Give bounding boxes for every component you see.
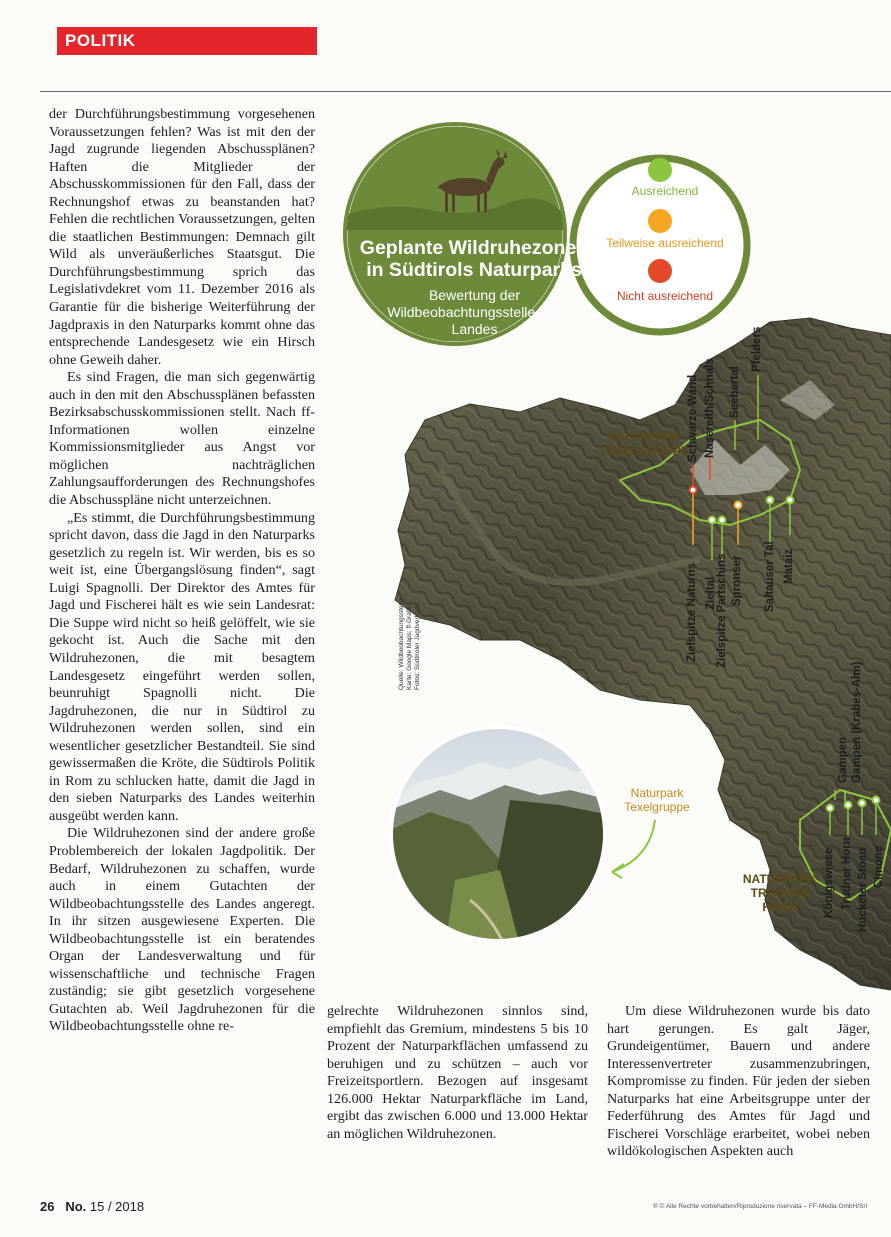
infographic-title: Geplante Wildruhezonen in Südtirols Naturparks (359, 237, 589, 281)
zone-label-zielspitze-partschins: Zielspitze Partschins (716, 553, 728, 668)
zone-label-gampen: Gampen (837, 736, 849, 783)
zone-label-spronser: Spronser (731, 555, 743, 606)
zone-label-gampen-krabes: Gampen (Krabes-Alm) (851, 661, 863, 783)
legend-label-red: Nicht ausreichend (616, 289, 714, 303)
copyright-note: ® © Alle Rechte vorbehalten/Riproduzione riservata – FF-Media GmbH/Srl (652, 1203, 867, 1210)
zone-label-hucketer-stoan: Hucketer Stoan (857, 847, 869, 932)
article-column-3 (607, 1003, 870, 1161)
legend-label-orange: Teilweise ausreichend (606, 236, 724, 250)
photo-caption: Naturpark Texelgruppe (624, 786, 690, 814)
zone-label-nasereith: Nasereith/Schnals (704, 358, 716, 458)
article-column-1 (49, 106, 315, 1036)
article-column-2 (327, 1003, 588, 1143)
zone-label-pfelders: Pfelders (751, 326, 763, 372)
zone-label-trudner-horn: Trudner Horn (841, 837, 853, 910)
zone-label-seebertal: Seebertal (729, 366, 741, 418)
issue-label: No. (65, 1199, 87, 1214)
zone-label-saltauser-tal: Saltauser Tal (764, 541, 776, 612)
legend-dot-green (648, 158, 672, 182)
paragraph: Um diese Wildruhezonen wurde bis dato hart gerungen. Es galt Jäger, Grundeigentümer, Bauern und andere Interessenvertreter zusammenzubringen, Kompromisse zu finden. Für jeden der sieben Naturparks hat eine Arbeitsgruppe unter der Federführung des Amtes für Jagd und Fischerei Vorschläge erarbeitet, wobei neben wildökologischen Aspekten auch (607, 1003, 870, 1160)
zone-label-cimone: Cimone (873, 845, 885, 888)
zone-label-zieltal: Zieltal (705, 576, 717, 610)
legend-label-green: Ausreichend (631, 184, 699, 198)
zone-label-zielspitze-naturns: Zielspitze Naturns (686, 562, 698, 662)
page-footer (40, 1199, 144, 1214)
zone-label-schwarze-wand: Schwarze Wand (687, 374, 699, 462)
park-label-texel: NATURPARK TEXELGRUPPE (599, 430, 689, 458)
legend-dot-red (648, 259, 672, 283)
paragraph: Die Wildruhezonen sind der andere große Problembereich der lokalen Jagdpolitik. Der Bedarf, Wildruhezonen zu schaffen, wurde auch in einem Gutachten der Wildbeobachtungsstelle des Landes angeregt. In ihr sitzen ausgewiesene Experten. Die Wildbeobachtungsstelle ist ein beratendes Organ der Landesverwaltung und für wissenschaftliche und technische Fragen zuständig; sie gibt gesetzlich vorgesehene Gutachten ab. Weil Jagdruhezonen für die Wildbeobachtungsstelle ohne re- (49, 825, 315, 1035)
zone-label-mataiz: Mataiz (783, 548, 795, 584)
paragraph: „Es stimmt, die Durchführungsbestimmung spricht davon, dass die Jagd in den Naturparks gesetzlich zu regeln ist. Wir werden, bis es so weit ist, eine Übergangslösung finden“, sagt Luigi Spagnolli. Der Direktor des Amtes für Jagd und Fischerei hält es wie sein Landesrat: Die Suppe wird nicht so heiß gelöffelt, wie sie gekocht ist. Auch die Sache mit den Wildruhezonen, die mit besagtem Landesgesetz eingeführt werden sollen, beunruhigt Spagnolli nicht. Die Jagdruhezonen, die nur in Südtirol zu Wildruhezonen werden sollen, sind ein wesentlicher gesetzlicher Bestandteil. Sie sind gewissermaßen die Kröte, die Südtirols Politik in Rom zu schlucken hatte, damit die Jagd in den sieben Naturparks des Landes weiterhin ausgeübt werden kann. (49, 509, 315, 824)
infographic-subtitle: Bewertung der Wildbeobachtungsstelle des Landes (387, 287, 562, 337)
zone-label-koenigswiese: Königswiese (823, 847, 835, 918)
page-number: 26 (40, 1199, 55, 1214)
paragraph: gelrechte Wildruhezonen sinnlos sind, empfiehlt das Gremium, mindestens 5 bis 10 Prozent der Naturparkflächen umfassend zu beruhigen und zu schützen – auch vor Freizeitsportlern. Bezogen auf insgesamt 126.000 Hektar Naturparkfläche im Land, ergibt das zwischen 6.000 und 13.000 Hektar an möglichen Wildruhezonen. (327, 1003, 588, 1142)
paragraph: Es sind Fragen, die man sich gegenwärtig auch in den mit den Abschussplänen befassten Bezirksabschusskommissionen stellt. Nach ff-Informationen wollen einzelne Kommissionsmitglieder aus Angst vor möglichen nachträglichen Zahlungsaufforderungen des Rechnungshofes die Abschusspläne nicht unterzeichnen. (49, 369, 315, 509)
header-rule (40, 91, 891, 92)
legend-dot-orange (648, 209, 672, 233)
park-label-trudner: NATURPARK TRUDNER HORN (742, 872, 818, 914)
paragraph: der Durchführungsbestimmung vorgesehenen Voraussetzungen fehlen? Was ist mit den der Jagd zugrunde liegenden Abschussplänen? Haften die Mitglieder der Abschusskommissionen für den Fall, dass der Rechnungshof etwas zu beanstanden hat? Fehlen die rechtlichen Voraussetzungen, gelten die staatlichen Bestimmungen: Demnach gilt Wild als unveräußerliches Staatsgut. Die Durchführungsbestimmung sprich das Legislativdekret vom 11. Dezember 2016 als Garantie für die bisherige Weiterführung der Jagdpraxis in den Naturparks kommt ohne das entsprechende Landesgesetz wie ein Hirsch ohne Geweih daher. (49, 106, 315, 368)
section-tag: POLITIK (57, 27, 317, 55)
source-note: Quelle: Wildbeobachtungsstelle; Karte: Google Maps; ff-Grafik; Fotos: Südtiroler Jagdverband (398, 597, 421, 690)
issue-number: 15 / 2018 (89, 1199, 145, 1214)
